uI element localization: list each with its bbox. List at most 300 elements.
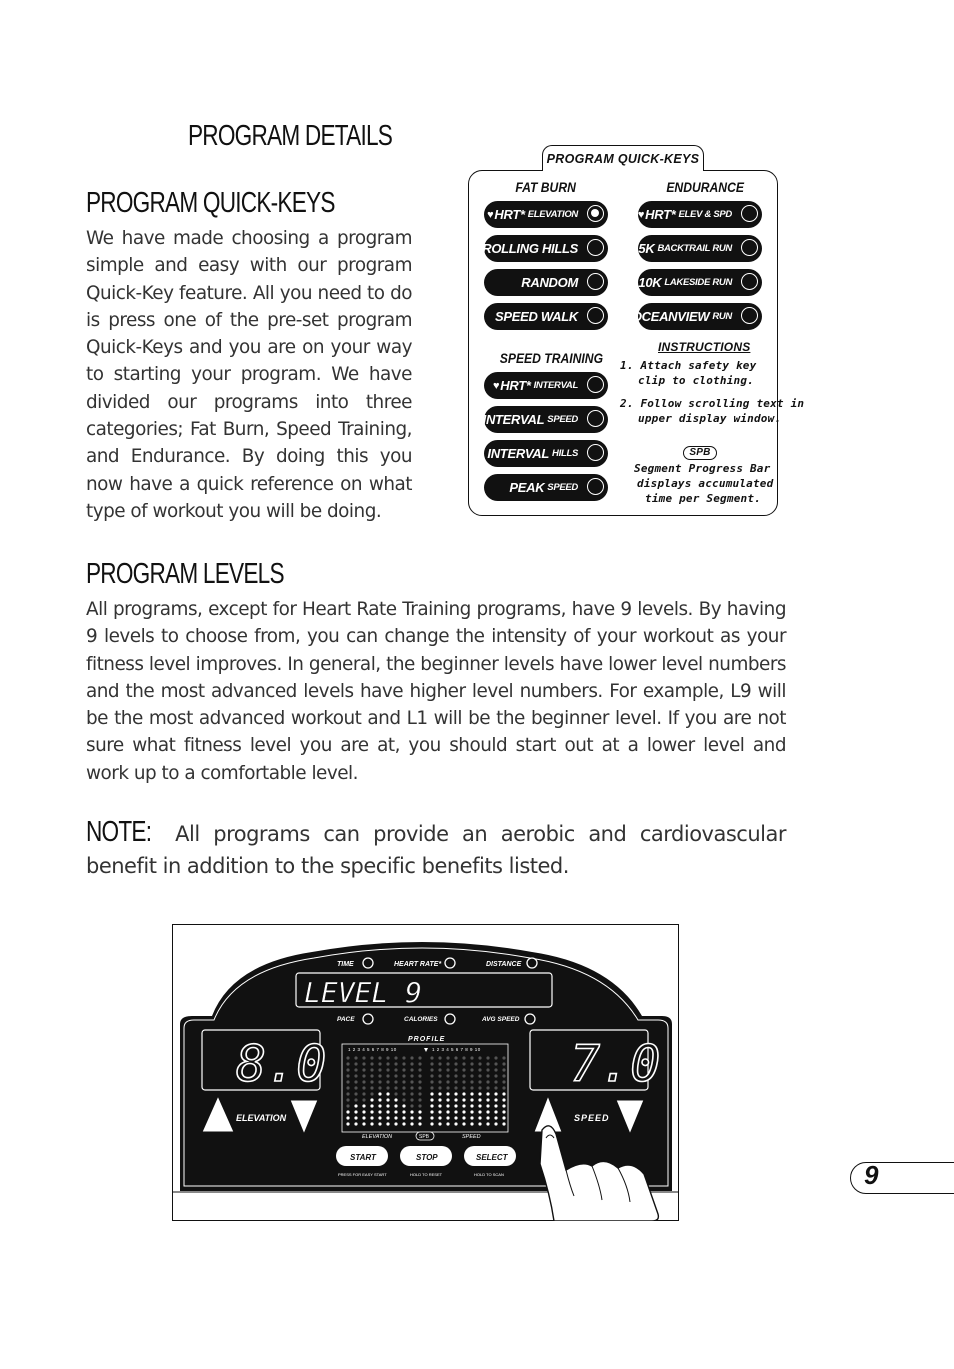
profile-dot [378, 1068, 381, 1071]
stop-hint: HOLD TO RESET [410, 1172, 443, 1177]
hrt-elevation-key[interactable]: ♥ HRT* ELEVATION [484, 201, 608, 228]
profile-dot [438, 1110, 441, 1113]
profile-dot [494, 1074, 497, 1077]
profile-dot [418, 1104, 421, 1107]
profile-dot [354, 1098, 357, 1101]
profile-dot [362, 1080, 365, 1083]
profile-dot [394, 1116, 397, 1119]
profile-dot [486, 1098, 489, 1101]
profile-dot [386, 1068, 389, 1071]
profile-dot [470, 1092, 473, 1095]
profile-dot [410, 1098, 413, 1101]
profile-dot [478, 1092, 481, 1095]
profile-dot [446, 1098, 449, 1101]
levels-body: All programs, except for Heart Rate Training programs, have 9 levels. By having 9 levels to choose from, you can change the intensity of your workout as your fitness level improves. In general, the beginner levels have lower level numbers and the most advanced levels have higher level numbers. For example, L9 will be the most advanced workout and L1 will be the beginner level. If you are not sure what fitness level you are at, you should start out at a lower level and work up to a comfortable level. [86, 599, 786, 784]
profile-dot [438, 1074, 441, 1077]
profile-dot [470, 1086, 473, 1089]
page-title: PROGRAM DETAILS [188, 120, 393, 152]
profile-dot [454, 1062, 457, 1065]
profile-dot [394, 1074, 397, 1077]
profile-dot [354, 1122, 357, 1125]
indicator-led-icon [587, 239, 604, 256]
profile-dot [378, 1056, 381, 1059]
profile-dot [470, 1104, 473, 1107]
profile-dot [354, 1062, 357, 1065]
profile-dot [362, 1074, 365, 1077]
profile-dot [438, 1092, 441, 1095]
profile-dot [494, 1086, 497, 1089]
profile-dot [410, 1074, 413, 1077]
profile-dot [454, 1122, 457, 1125]
profile-dot [430, 1062, 433, 1065]
profile-dot [462, 1086, 465, 1089]
profile-dot [462, 1104, 465, 1107]
profile-dot [502, 1122, 505, 1125]
profile-dot [454, 1116, 457, 1119]
profile-dot [438, 1062, 441, 1065]
profile-dot [394, 1122, 397, 1125]
profile-dot [402, 1068, 405, 1071]
profile-dot [346, 1062, 349, 1065]
profile-dot [462, 1098, 465, 1101]
calories-led-icon [445, 1014, 455, 1024]
stop-label: STOP [416, 1153, 438, 1162]
profile-dot [438, 1098, 441, 1101]
profile-dot [494, 1062, 497, 1065]
profile-dot [410, 1104, 413, 1107]
profile-dot [478, 1116, 481, 1119]
profile-dot [378, 1080, 381, 1083]
profile-dot [370, 1122, 373, 1125]
instructions-title: INSTRUCTIONS [658, 340, 751, 354]
profile-dot [430, 1080, 433, 1083]
profile-dot [430, 1104, 433, 1107]
profile-dot [462, 1110, 465, 1113]
indicator-led-icon [587, 376, 604, 393]
profile-dot [446, 1074, 449, 1077]
profile-dot [362, 1116, 365, 1119]
profile-dot [486, 1122, 489, 1125]
speed-label: SPEED [574, 1113, 610, 1123]
profile-dot [354, 1104, 357, 1107]
profile-dot [478, 1110, 481, 1113]
speed-walk-key[interactable]: SPEED WALK [484, 303, 608, 330]
avg-speed-led-icon [525, 1014, 535, 1024]
profile-dot [462, 1122, 465, 1125]
profile-dot [370, 1092, 373, 1095]
profile-dot [370, 1080, 373, 1083]
instruction-2b: upper display window. [638, 412, 782, 425]
profile-dot [378, 1122, 381, 1125]
profile-dot [478, 1122, 481, 1125]
profile-dot [438, 1086, 441, 1089]
profile-dot [346, 1116, 349, 1119]
profile-dot [386, 1080, 389, 1083]
profile-dot [470, 1122, 473, 1125]
profile-dot [454, 1104, 457, 1107]
speed-value: 7.0 [570, 1035, 661, 1093]
pace-led-icon [363, 1014, 373, 1024]
profile-dot [362, 1098, 365, 1101]
profile-dot [402, 1086, 405, 1089]
profile-dot [418, 1110, 421, 1113]
rolling-hills-key[interactable]: ROLLING HILLS [484, 235, 608, 262]
profile-dot [362, 1062, 365, 1065]
profile-dot [438, 1068, 441, 1071]
endurance-title: ENDURANCE [666, 180, 744, 195]
indicator-led-icon [587, 273, 604, 290]
profile-dot [370, 1104, 373, 1107]
profile-dot [346, 1092, 349, 1095]
profile-dot [346, 1080, 349, 1083]
profile-dot [346, 1104, 349, 1107]
profile-dot [454, 1110, 457, 1113]
profile-dot [410, 1068, 413, 1071]
profile-dot [410, 1116, 413, 1119]
instruction-2a: 2. Follow scrolling text in [620, 397, 805, 410]
profile-dot [454, 1080, 457, 1083]
profile-dot [346, 1098, 349, 1101]
profile-dot [502, 1116, 505, 1119]
indicator-led-icon [587, 410, 604, 427]
quickkeys-panel-tab: PROGRAM QUICK-KEYS [542, 145, 704, 171]
profile-dot [386, 1062, 389, 1065]
select-label: SELECT [476, 1153, 508, 1162]
profile-dot [346, 1122, 349, 1125]
heart-icon: ♥ [487, 208, 494, 221]
profile-dot [430, 1122, 433, 1125]
pace-label: PACE [337, 1016, 355, 1023]
profile-dot [430, 1092, 433, 1095]
calories-label: CALORIES [404, 1016, 438, 1023]
profile-dot [462, 1074, 465, 1077]
profile-dot [362, 1110, 365, 1113]
profile-dot [394, 1110, 397, 1113]
profile-dot [418, 1062, 421, 1065]
profile-dot [402, 1092, 405, 1095]
profile-dot [470, 1062, 473, 1065]
profile-dot [486, 1110, 489, 1113]
time-led-icon [363, 958, 373, 968]
profile-dot [478, 1056, 481, 1059]
profile-dot [430, 1086, 433, 1089]
profile-dot [470, 1074, 473, 1077]
profile-speed-label: SPEED [462, 1134, 481, 1140]
profile-dot [394, 1062, 397, 1065]
profile-dot [470, 1116, 473, 1119]
profile-dot [410, 1110, 413, 1113]
indicator-led-icon [587, 444, 604, 461]
profile-dot [502, 1056, 505, 1059]
profile-dot [470, 1068, 473, 1071]
spb-badge: SPB [683, 446, 717, 460]
indicator-led-icon [587, 307, 604, 324]
5k-backtrail-key[interactable]: 5K BACKTRAIL RUN [638, 235, 762, 262]
profile-dot [370, 1074, 373, 1077]
profile-spb-label: SPB [419, 1134, 430, 1140]
profile-dot [402, 1080, 405, 1083]
profile-dot [430, 1074, 433, 1077]
profile-dot [486, 1056, 489, 1059]
profile-dot [478, 1080, 481, 1083]
message-window-text: LEVEL 9 [304, 976, 423, 1009]
profile-dot [362, 1122, 365, 1125]
profile-dot [362, 1068, 365, 1071]
profile-dot [478, 1074, 481, 1077]
profile-dot [502, 1074, 505, 1077]
profile-dot [370, 1098, 373, 1101]
select-hint: HOLD TO SCAN [474, 1172, 504, 1177]
profile-dot [410, 1122, 413, 1125]
profile-dot [430, 1068, 433, 1071]
profile-dot [394, 1086, 397, 1089]
profile-dot [462, 1068, 465, 1071]
distance-label: DISTANCE [486, 961, 522, 968]
profile-dot [494, 1056, 497, 1059]
profile-dot [502, 1062, 505, 1065]
profile-dot [386, 1092, 389, 1095]
profile-dot [418, 1098, 421, 1101]
profile-dot [502, 1086, 505, 1089]
speed-training-title: SPEED TRAINING [499, 351, 604, 366]
instruction-1a: 1. Attach safety key [620, 359, 757, 372]
heart-icon: ♥ [637, 208, 645, 221]
profile-dot [346, 1068, 349, 1071]
quickkeys-heading: PROGRAM QUICK-KEYS [86, 187, 335, 219]
profile-dot [486, 1086, 489, 1089]
profile-dot [502, 1098, 505, 1101]
profile-dot [446, 1068, 449, 1071]
profile-dot [446, 1092, 449, 1095]
avg-speed-label: AVG SPEED [482, 1016, 520, 1023]
profile-dot [462, 1092, 465, 1095]
profile-dot [386, 1098, 389, 1101]
profile-dot [418, 1116, 421, 1119]
profile-dot [430, 1110, 433, 1113]
profile-dot [454, 1056, 457, 1059]
profile-dot [486, 1080, 489, 1083]
spb-line-3: time per Segment. [645, 492, 761, 505]
profile-dot [486, 1074, 489, 1077]
profile-dot [402, 1056, 405, 1059]
interval-hills-key[interactable]: INTERVAL HILLS [484, 440, 608, 467]
profile-dot [402, 1074, 405, 1077]
profile-dot [346, 1086, 349, 1089]
profile-dot [402, 1122, 405, 1125]
spb-line-1: Segment Progress Bar [634, 462, 771, 475]
start-label: START [350, 1153, 376, 1162]
profile-dot [454, 1074, 457, 1077]
profile-dot [438, 1080, 441, 1083]
note-label: NOTE: [86, 816, 152, 848]
profile-dot [378, 1098, 381, 1101]
profile-numbers-left: 1 2 3 4 5 6 7 8 9 10 [348, 1047, 397, 1052]
indicator-led-icon [741, 307, 758, 324]
oceanview-key[interactable]: OCEANVIEW RUN [638, 303, 762, 330]
profile-dot [502, 1104, 505, 1107]
indicator-led-icon [741, 273, 758, 290]
profile-dot [354, 1092, 357, 1095]
heart-rate-label: HEART RATE* [394, 961, 442, 968]
profile-dot [502, 1110, 505, 1113]
profile-dot [494, 1116, 497, 1119]
profile-dot [494, 1098, 497, 1101]
profile-dot [502, 1068, 505, 1071]
instruction-1b: clip to clothing. [638, 374, 754, 387]
profile-dot [486, 1116, 489, 1119]
profile-dot [446, 1116, 449, 1119]
profile-dot [446, 1062, 449, 1065]
profile-dot [394, 1056, 397, 1059]
profile-dot [410, 1080, 413, 1083]
profile-dot [362, 1086, 365, 1089]
profile-dot [362, 1056, 365, 1059]
profile-dot [438, 1116, 441, 1119]
profile-dot [454, 1068, 457, 1071]
profile-dot [494, 1122, 497, 1125]
profile-dot [394, 1092, 397, 1095]
profile-dot [410, 1086, 413, 1089]
profile-dot [430, 1056, 433, 1059]
profile-dot [462, 1080, 465, 1083]
heart-icon: ♥ [493, 379, 500, 392]
profile-dot [462, 1116, 465, 1119]
profile-dot [494, 1104, 497, 1107]
time-label: TIME [337, 961, 354, 968]
profile-dot [378, 1086, 381, 1089]
profile-dot [470, 1056, 473, 1059]
profile-dot [346, 1110, 349, 1113]
profile-dot [446, 1056, 449, 1059]
profile-dot [354, 1056, 357, 1059]
elevation-value: 8.0 [236, 1035, 327, 1093]
profile-dot [410, 1062, 413, 1065]
profile-dot [354, 1068, 357, 1071]
profile-dot [378, 1110, 381, 1113]
profile-dot [446, 1086, 449, 1089]
console-illustration [172, 924, 679, 1221]
profile-dot [394, 1080, 397, 1083]
profile-dot [394, 1098, 397, 1101]
hrt-elev-spd-key[interactable]: ♥ HRT* ELEV & SPD [638, 201, 762, 228]
profile-dot [354, 1080, 357, 1083]
profile-dot [446, 1080, 449, 1083]
indicator-led-icon [587, 205, 604, 222]
profile-dot [494, 1068, 497, 1071]
profile-dot [478, 1086, 481, 1089]
indicator-led-icon [587, 478, 604, 495]
profile-dot [478, 1098, 481, 1101]
profile-dot [418, 1056, 421, 1059]
profile-dot [486, 1104, 489, 1107]
profile-dot [438, 1104, 441, 1107]
quickkeys-body: We have made choosing a program simple and easy with our program Quick-Key feature. All you need to do is press one of the pre-set program Quick-Keys and you are on your way to starting your program. We have divided our programs into three categories; Fat Burn, Speed Training, and Endurance. By doing this you now have a quick reference on what type of workout you will be doing. [86, 228, 412, 522]
interval-speed-key[interactable]: INTERVAL SPEED [484, 406, 608, 433]
profile-dot [454, 1092, 457, 1095]
profile-elevation-label: ELEVATION [362, 1134, 393, 1140]
profile-dot [494, 1080, 497, 1083]
profile-dot [378, 1074, 381, 1077]
note-text: All programs can provide an aerobic and cardiovascular benefit in addition to the specific benefits listed. [86, 822, 786, 878]
start-hint: PRESS FOR EASY START [338, 1172, 387, 1177]
profile-dot [378, 1104, 381, 1107]
profile-dot [446, 1104, 449, 1107]
profile-dot [438, 1056, 441, 1059]
profile-dot [378, 1092, 381, 1095]
profile-dot [386, 1086, 389, 1089]
profile-dot [418, 1122, 421, 1125]
profile-dot [462, 1062, 465, 1065]
profile-dot [446, 1122, 449, 1125]
profile-dot [438, 1122, 441, 1125]
profile-dot [418, 1074, 421, 1077]
profile-dot [418, 1080, 421, 1083]
profile-label: PROFILE [408, 1036, 446, 1043]
profile-dot [386, 1122, 389, 1125]
profile-dot [494, 1092, 497, 1095]
hrt-interval-key[interactable]: ♥ HRT* INTERVAL [484, 372, 608, 399]
profile-dot [470, 1098, 473, 1101]
profile-dot [362, 1104, 365, 1107]
profile-dot [394, 1104, 397, 1107]
profile-dot [402, 1104, 405, 1107]
profile-dot [454, 1086, 457, 1089]
profile-dot [370, 1116, 373, 1119]
profile-dot [370, 1056, 373, 1059]
heart-rate-led-icon [445, 958, 455, 968]
profile-dot [486, 1092, 489, 1095]
profile-dot [370, 1086, 373, 1089]
indicator-led-icon [741, 239, 758, 256]
10k-lakeside-key[interactable]: 10K LAKESIDE RUN [638, 269, 762, 296]
indicator-led-icon [741, 205, 758, 222]
page-number: 9 [864, 1160, 879, 1190]
note-block [86, 816, 786, 882]
profile-dot [430, 1098, 433, 1101]
profile-dot [446, 1110, 449, 1113]
profile-dot [494, 1110, 497, 1113]
profile-dot [402, 1110, 405, 1113]
profile-dot [354, 1074, 357, 1077]
random-key[interactable]: RANDOM [484, 269, 608, 296]
profile-dot [410, 1056, 413, 1059]
profile-dot [478, 1068, 481, 1071]
profile-dot [346, 1056, 349, 1059]
peak-speed-key[interactable]: PEAK SPEED [484, 474, 608, 501]
profile-dot [354, 1110, 357, 1113]
profile-dot [470, 1080, 473, 1083]
profile-dot [386, 1074, 389, 1077]
profile-dot [370, 1062, 373, 1065]
profile-dot [478, 1062, 481, 1065]
profile-dot [370, 1110, 373, 1113]
profile-dot [418, 1086, 421, 1089]
profile-dot [362, 1092, 365, 1095]
distance-led-icon [527, 958, 537, 968]
profile-dot [486, 1068, 489, 1071]
profile-dot [378, 1116, 381, 1119]
profile-dot [410, 1092, 413, 1095]
profile-dot [378, 1062, 381, 1065]
profile-dot [386, 1110, 389, 1113]
elevation-label: ELEVATION [236, 1113, 287, 1123]
profile-dot [418, 1092, 421, 1095]
profile-dot [462, 1056, 465, 1059]
profile-dot [502, 1092, 505, 1095]
profile-dot [386, 1116, 389, 1119]
profile-dot [502, 1080, 505, 1083]
profile-dot [386, 1056, 389, 1059]
